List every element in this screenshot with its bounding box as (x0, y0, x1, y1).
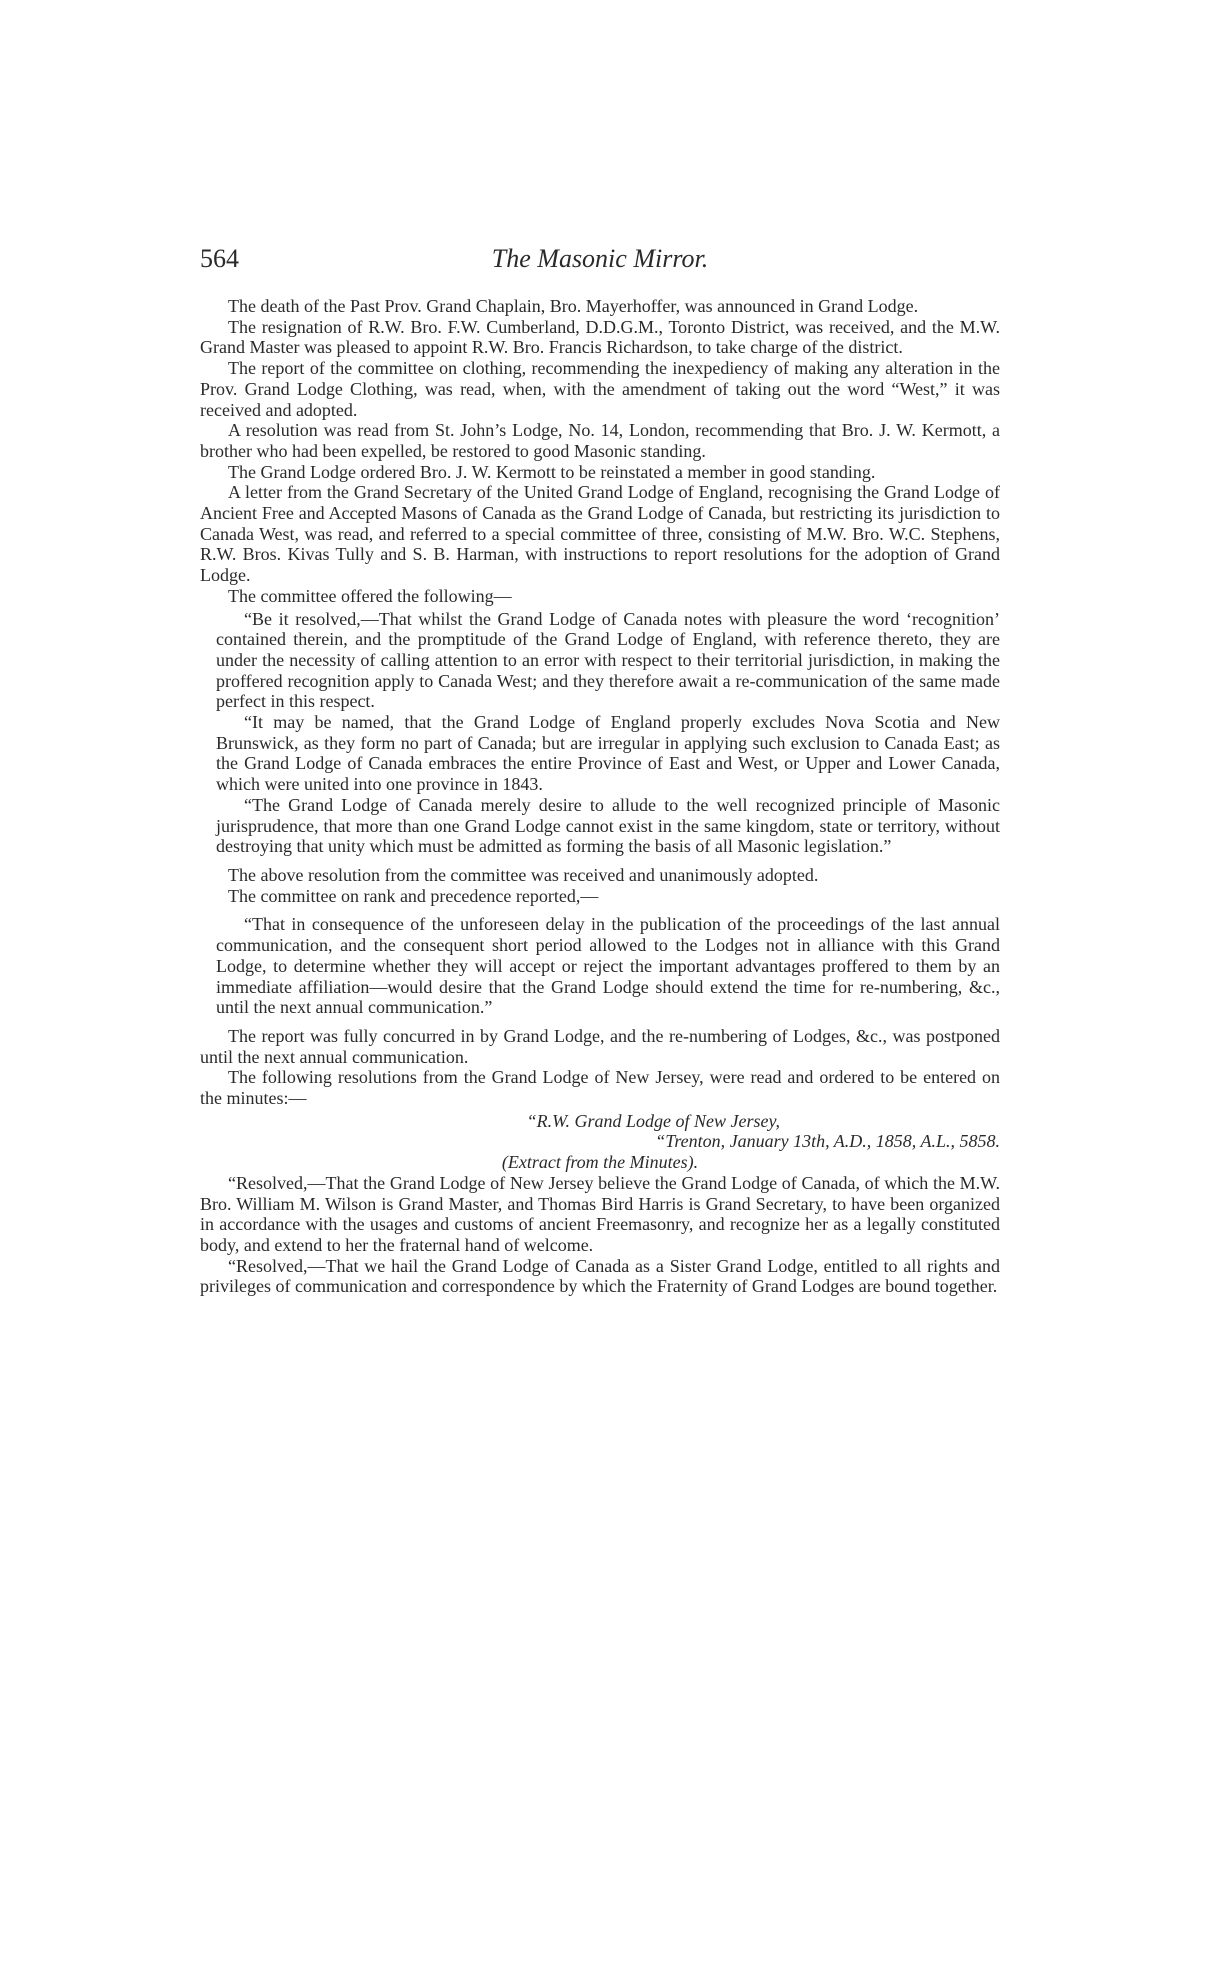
paragraph-kermott-reinstated: The Grand Lodge ordered Bro. J. W. Kermott to be reinstated a member in good standing. (228, 461, 876, 482)
paragraph-new-jersey-resolutions: The following resolutions from the Grand Lodge of New Jersey, were read and ordered to be entered on the minutes:— (200, 1067, 1000, 1109)
page-number: 564 (200, 244, 239, 273)
paragraph-report-concurred: The report was fully concurred in by Grand Lodge, and the re-numbering of Lodges, &c., was postponed until the next annual communication. (200, 1025, 1000, 1067)
paragraph-death-announcement: The death of the Past Prov. Grand Chaplain, Bro. Mayerhoffer, was announced in Grand Lodge. (228, 296, 919, 316)
quote-merely-desire: “The Grand Lodge of Canada merely desire to allude to the well recognized principle of Masonic jurisprudence, that more than one Grand Lodge cannot exist in the same kingdom, state or territory, without destroying that unity which must be admitted as forming the basis of all Masonic legislation.” (216, 794, 1000, 857)
running-head (200, 244, 1000, 290)
document-page (200, 244, 1000, 1297)
body-text (200, 296, 1000, 1297)
quote-unforeseen-delay: “That in consequence of the unforeseen delay in the publication of the proceedings of the last annual communication, and the consequent short period allowed to the Lodges not in alliance with this Grand Lodge, to determine whether they will accept or reject the important advantages proffered to them by an immediate affiliation—would desire that the Grand Lodge should extend the time for re-numbering, &c., until the next annual communication.” (216, 914, 1000, 1018)
paragraph-resignation: The resignation of R.W. Bro. F.W. Cumberland, D.D.G.M., Toronto District, was received, and the M.W. Grand Master was pleased to appoint R.W. Bro. Francis Richardson, to take charge of the district. (200, 316, 1000, 358)
extract-from-minutes: (Extract from the Minutes). (501, 1152, 699, 1173)
paragraph-clothing-report: The report of the committee on clothing, recommending the inexpediency of making any alteration in the Prov. Grand Lodge Clothing, was read, when, with the amendment of taking out the word “West,” it was received and adopted. (200, 358, 1000, 420)
paragraph-resolution-adopted: The above resolution from the committee was received and unanimously adopted. (228, 864, 819, 885)
paragraph-resolved-sister-lodge: “Resolved,—That we hail the Grand Lodge of Canada as a Sister Grand Lodge, entitled to all rights and privileges of communication and correspondence by which the Fraternity of Grand Lodges are bound together. (200, 1255, 1000, 1297)
quote-it-may-be-named: “It may be named, that the Grand Lodge of England properly excludes Nova Scotia and New Brunswick, as they form no part of Canada; but are irregular in applying such exclusion to Canada East; as the Grand Lodge of Canada embraces the entire Province of East and West, or Upper and Lower Canada, which were united into one province in 1843. (216, 712, 1000, 795)
dateline-grand-lodge-new-jersey: “R.W. Grand Lodge of New Jersey, (526, 1110, 780, 1131)
paragraph-resolution-st-johns: A resolution was read from St. John’s Lodge, No. 14, London, recommending that Bro. J. W. Kermott, a brother who had been expelled, be restored to good Masonic standing. (200, 420, 1000, 461)
paragraph-committee-offered: The committee offered the following— (228, 585, 512, 606)
journal-title: The Masonic Mirror. (491, 244, 709, 273)
paragraph-resolved-believe: “Resolved,—That the Grand Lodge of New Jersey believe the Grand Lodge of Canada, of which the M.W. Bro. William M. Wilson is Grand Master, and Thomas Bird Harris is Grand Secretary, to have been organized in accordance with the usages and customs of ancient Freemasonry, and recognize her as a legally constituted body, and extend to her the fraternal hand of welcome. (200, 1172, 1000, 1255)
paragraph-letter-england: A letter from the Grand Secretary of the United Grand Lodge of England, recognising the Grand Lodge of Ancient Free and Accepted Masons of Canada as the Grand Lodge of Canada, but restricting its jurisdiction to Canada West, was read, and referred to a special committee of three, consisting of M.W. Bro. W.C. Stephens, R.W. Bros. Kivas Tully and S. B. Harman, with instructions to report resolutions for the adoption of Grand Lodge. (200, 482, 1000, 586)
paragraph-rank-precedence: The committee on rank and precedence reported,— (228, 885, 599, 906)
dateline-trenton: “Trenton, January 13th, A.D., 1858, A.L., 5858. (655, 1131, 1000, 1152)
quote-be-it-resolved: “Be it resolved,—That whilst the Grand Lodge of Canada notes with pleasure the word ‘recognition’ contained therein, and the promptitude of the Grand Lodge of England, with reference thereto, they are under the necessity of calling attention to an error with respect to their territorial jurisdiction, in making the proffered recognition apply to Canada West; and they therefore await a re-communication of the same made perfect in this respect. (216, 608, 1000, 712)
